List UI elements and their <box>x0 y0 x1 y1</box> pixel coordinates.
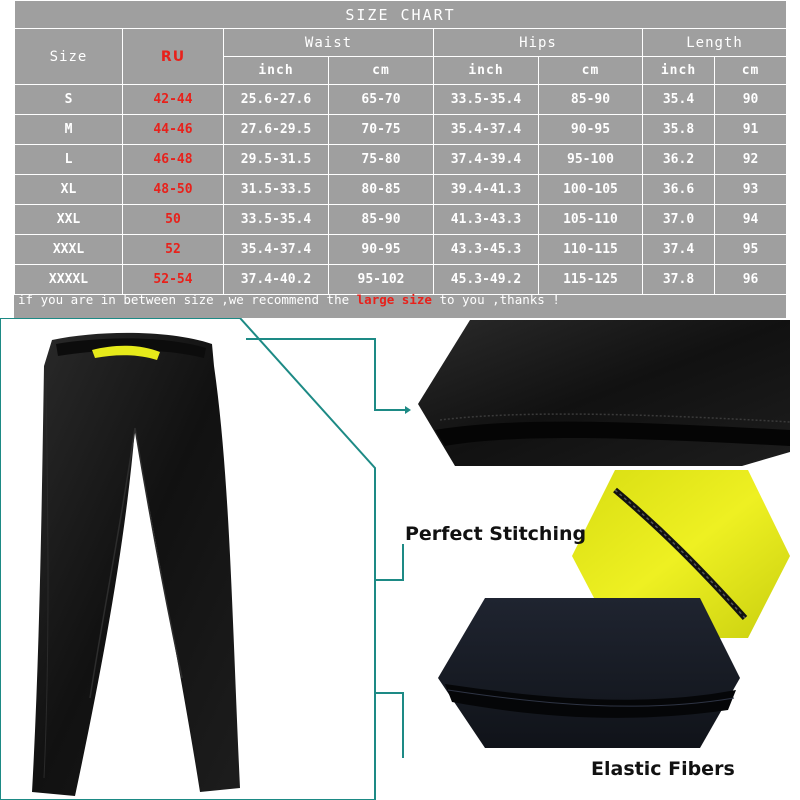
hips-cm-cell: 95-100 <box>539 145 643 175</box>
waist-inch-cell: 29.5-31.5 <box>224 145 329 175</box>
hips-inch-header: inch <box>434 57 539 85</box>
ru-cell: 52-54 <box>123 265 224 295</box>
ru-cell: 46-48 <box>123 145 224 175</box>
size-header: Size <box>15 29 123 85</box>
ru-cell: 42-44 <box>123 85 224 115</box>
size-cell: L <box>15 145 123 175</box>
hips-inch-cell: 45.3-49.2 <box>434 265 539 295</box>
waist-inch-cell: 27.6-29.5 <box>224 115 329 145</box>
pants-image <box>32 333 240 796</box>
arrow-head <box>405 406 411 414</box>
waistband-closeup <box>418 320 790 466</box>
length-inch-header: inch <box>643 57 715 85</box>
table-row <box>15 175 787 205</box>
size-cell: M <box>15 115 123 145</box>
product-showcase <box>0 318 800 800</box>
size-cell: XXXL <box>15 235 123 265</box>
connector-lines <box>246 339 405 758</box>
waist-cm-cell: 85-90 <box>329 205 434 235</box>
table-row <box>15 205 787 235</box>
table-row <box>15 235 787 265</box>
hips-cm-cell: 115-125 <box>539 265 643 295</box>
table-row <box>15 115 787 145</box>
waist-inch-cell: 25.6-27.6 <box>224 85 329 115</box>
hips-header: Hips <box>434 29 643 57</box>
waist-cm-cell: 90-95 <box>329 235 434 265</box>
size-note <box>18 292 560 307</box>
length-inch-cell: 37.8 <box>643 265 715 295</box>
note-text: if you are in between size ,we recommend the <box>18 292 357 307</box>
waist-inch-header: inch <box>224 57 329 85</box>
length-inch-cell: 36.2 <box>643 145 715 175</box>
waist-inch-cell: 33.5-35.4 <box>224 205 329 235</box>
ru-cell: 52 <box>123 235 224 265</box>
size-cell: S <box>15 85 123 115</box>
hips-inch-cell: 35.4-37.4 <box>434 115 539 145</box>
size-cell: XXL <box>15 205 123 235</box>
length-cm-header: cm <box>715 57 787 85</box>
table-row <box>15 145 787 175</box>
hips-inch-cell: 39.4-41.3 <box>434 175 539 205</box>
waist-header: Waist <box>224 29 434 57</box>
length-inch-cell: 37.0 <box>643 205 715 235</box>
waist-cm-cell: 80-85 <box>329 175 434 205</box>
hips-cm-cell: 105-110 <box>539 205 643 235</box>
hips-cm-header: cm <box>539 57 643 85</box>
length-inch-cell: 37.4 <box>643 235 715 265</box>
perfect-stitching-label: Perfect Stitching <box>405 523 587 545</box>
waist-cm-cell: 70-75 <box>329 115 434 145</box>
hips-cm-cell: 85-90 <box>539 85 643 115</box>
waist-cm-cell: 95-102 <box>329 265 434 295</box>
length-inch-cell: 35.4 <box>643 85 715 115</box>
waist-cm-cell: 65-70 <box>329 85 434 115</box>
size-cell: XXXXL <box>15 265 123 295</box>
product-illustration <box>0 318 800 800</box>
size-cell: XL <box>15 175 123 205</box>
length-cm-cell: 96 <box>715 265 787 295</box>
ru-cell: 48-50 <box>123 175 224 205</box>
size-rows <box>15 85 787 295</box>
waist-inch-cell: 31.5-33.5 <box>224 175 329 205</box>
length-header: Length <box>643 29 787 57</box>
table-row <box>15 265 787 295</box>
hips-cm-cell: 90-95 <box>539 115 643 145</box>
ru-cell: 44-46 <box>123 115 224 145</box>
length-inch-cell: 36.6 <box>643 175 715 205</box>
ru-header: RU <box>123 29 224 85</box>
hips-inch-cell: 37.4-39.4 <box>434 145 539 175</box>
size-chart-table <box>14 0 787 295</box>
ru-cell: 50 <box>123 205 224 235</box>
length-cm-cell: 92 <box>715 145 787 175</box>
length-cm-cell: 90 <box>715 85 787 115</box>
length-cm-cell: 94 <box>715 205 787 235</box>
length-cm-cell: 91 <box>715 115 787 145</box>
waist-cm-header: cm <box>329 57 434 85</box>
size-chart <box>14 0 786 318</box>
note-highlight: large size <box>356 292 432 307</box>
table-row <box>15 85 787 115</box>
hips-inch-cell: 33.5-35.4 <box>434 85 539 115</box>
length-cm-cell: 95 <box>715 235 787 265</box>
hips-cm-cell: 100-105 <box>539 175 643 205</box>
note-text-end: to you ,thanks ! <box>431 292 560 307</box>
hips-cm-cell: 110-115 <box>539 235 643 265</box>
length-cm-cell: 93 <box>715 175 787 205</box>
hips-inch-cell: 41.3-43.3 <box>434 205 539 235</box>
chart-title: SIZE CHART <box>15 1 787 29</box>
waist-inch-cell: 35.4-37.4 <box>224 235 329 265</box>
waist-inch-cell: 37.4-40.2 <box>224 265 329 295</box>
elastic-closeup <box>438 598 740 748</box>
length-inch-cell: 35.8 <box>643 115 715 145</box>
hips-inch-cell: 43.3-45.3 <box>434 235 539 265</box>
elastic-fibers-label: Elastic Fibers <box>591 758 735 780</box>
waist-cm-cell: 75-80 <box>329 145 434 175</box>
